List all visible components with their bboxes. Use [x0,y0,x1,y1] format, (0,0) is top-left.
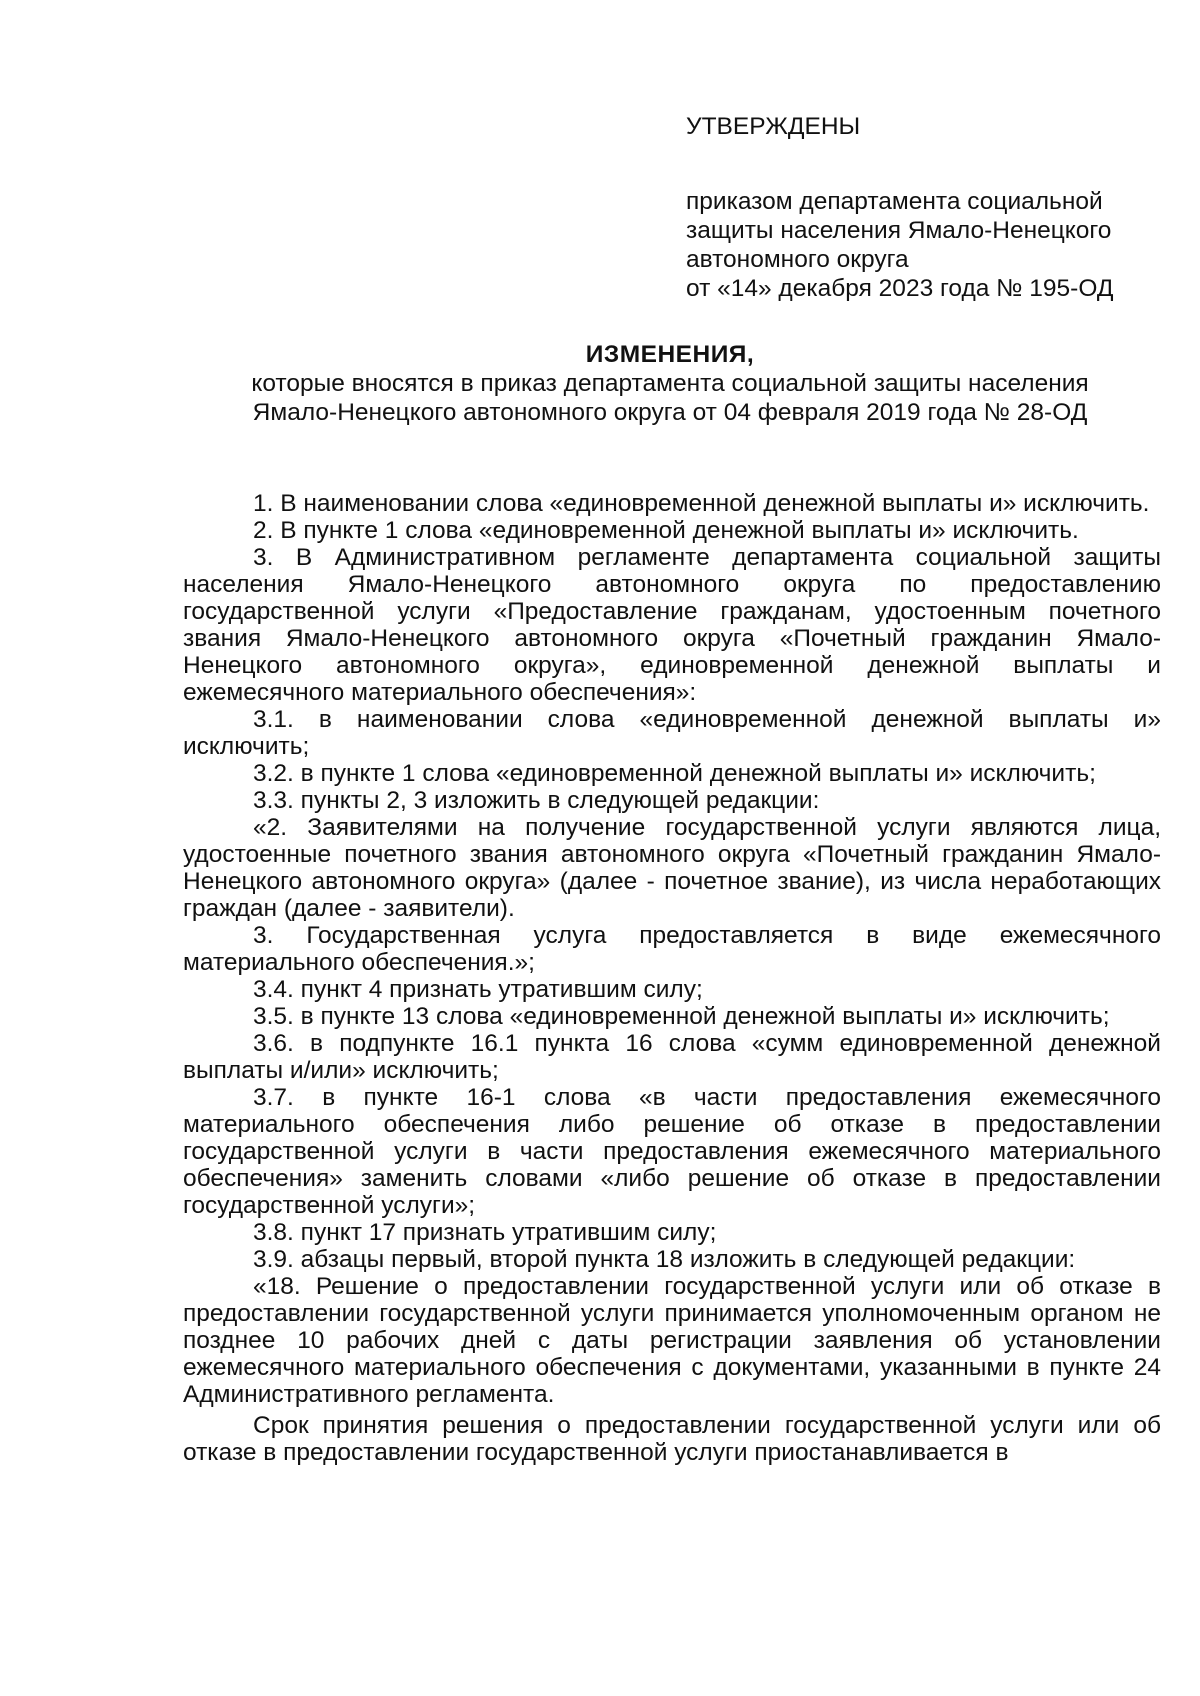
paragraph: 3.9. абзацы первый, второй пункта 18 изложить в следующей редакции: [253,1246,1076,1273]
paragraph: «18. Решение о предоставлении государственной услуги или об отказе в предоставлении государственной услуги принимается уполномоченным органом не позднее 10 рабочих дней с даты регистрации заявления об установлении ежемесячного материального обеспечения с документами, указанными в пункте 24 Административного регламента. [183,1273,1161,1408]
approval-line: автономного округа [686,246,909,273]
paragraph: 3.4. пункт 4 признать утратившим силу; [253,976,703,1003]
paragraph: Срок принятия решения о предоставлении государственной услуги или об отказе в предоставлении государственной услуги приостанавливается в [183,1412,1161,1466]
paragraph: 3. Государственная услуга предоставляется в виде ежемесячного материального обеспечения.»; [183,922,1161,976]
approval-line: от «14» декабря 2023 года № 195-ОД [686,275,1114,302]
paragraph: 3.2. в пункте 1 слова «единовременной денежной выплаты и» исключить; [253,760,1096,787]
paragraph: «2. Заявителями на получение государственной услуги являются лица, удостоенные почетного звания автономного округа «Почетный гражданин Ямало-Ненецкого автономного округа» (далее - почетное звание), из числа неработающих граждан (далее - заявители). [183,814,1161,922]
document-heading [150,340,1190,427]
paragraph: 3.1. в наименовании слова «единовременной денежной выплаты и» исключить; [183,706,1161,760]
document-title: ИЗМЕНЕНИЯ, [585,341,755,368]
document-body [183,490,1161,1466]
document-subtitle-line: которые вносятся в приказ департамента социальной защиты населения [251,370,1089,397]
paragraph: 3.3. пункты 2, 3 изложить в следующей редакции: [253,787,820,814]
paragraph: 3. В Административном регламенте департамента социальной защиты населения Ямало-Ненецкого автономного округа по предоставлению государственной услуги «Предоставление гражданам, удостоенным почетного звания Ямало-Ненецкого автономного округа «Почетный гражданин Ямало-Ненецкого автономного округа», единовременной денежной выплаты и ежемесячного материального обеспечения»: [183,544,1161,706]
paragraph: 2. В пункте 1 слова «единовременной денежной выплаты и» исключить. [253,517,1079,544]
paragraph: 3.7. в пункте 16-1 слова «в части предоставления ежемесячного материального обеспечения либо решение об отказе в предоставлении государственной услуги в части предоставления ежемесячного материального обеспечения» заменить словами «либо решение об отказе в предоставлении государственной услуги»; [183,1084,1161,1219]
paragraph: 3.5. в пункте 13 слова «единовременной денежной выплаты и» исключить; [253,1003,1110,1030]
approval-line: защиты населения Ямало-Ненецкого [686,217,1112,244]
approval-block [686,112,1166,303]
approval-line: приказом департамента социальной [686,188,1103,215]
paragraph: 3.6. в подпункте 16.1 пункта 16 слова «сумм единовременной денежной выплаты и/или» исключить; [183,1030,1161,1084]
approved-label: УТВЕРЖДЕНЫ [686,113,861,140]
paragraph: 3.8. пункт 17 признать утратившим силу; [253,1219,717,1246]
document-subtitle-line: Ямало-Ненецкого автономного округа от 04 февраля 2019 года № 28-ОД [252,399,1088,426]
paragraph: 1. В наименовании слова «единовременной денежной выплаты и» исключить. [253,490,1150,517]
